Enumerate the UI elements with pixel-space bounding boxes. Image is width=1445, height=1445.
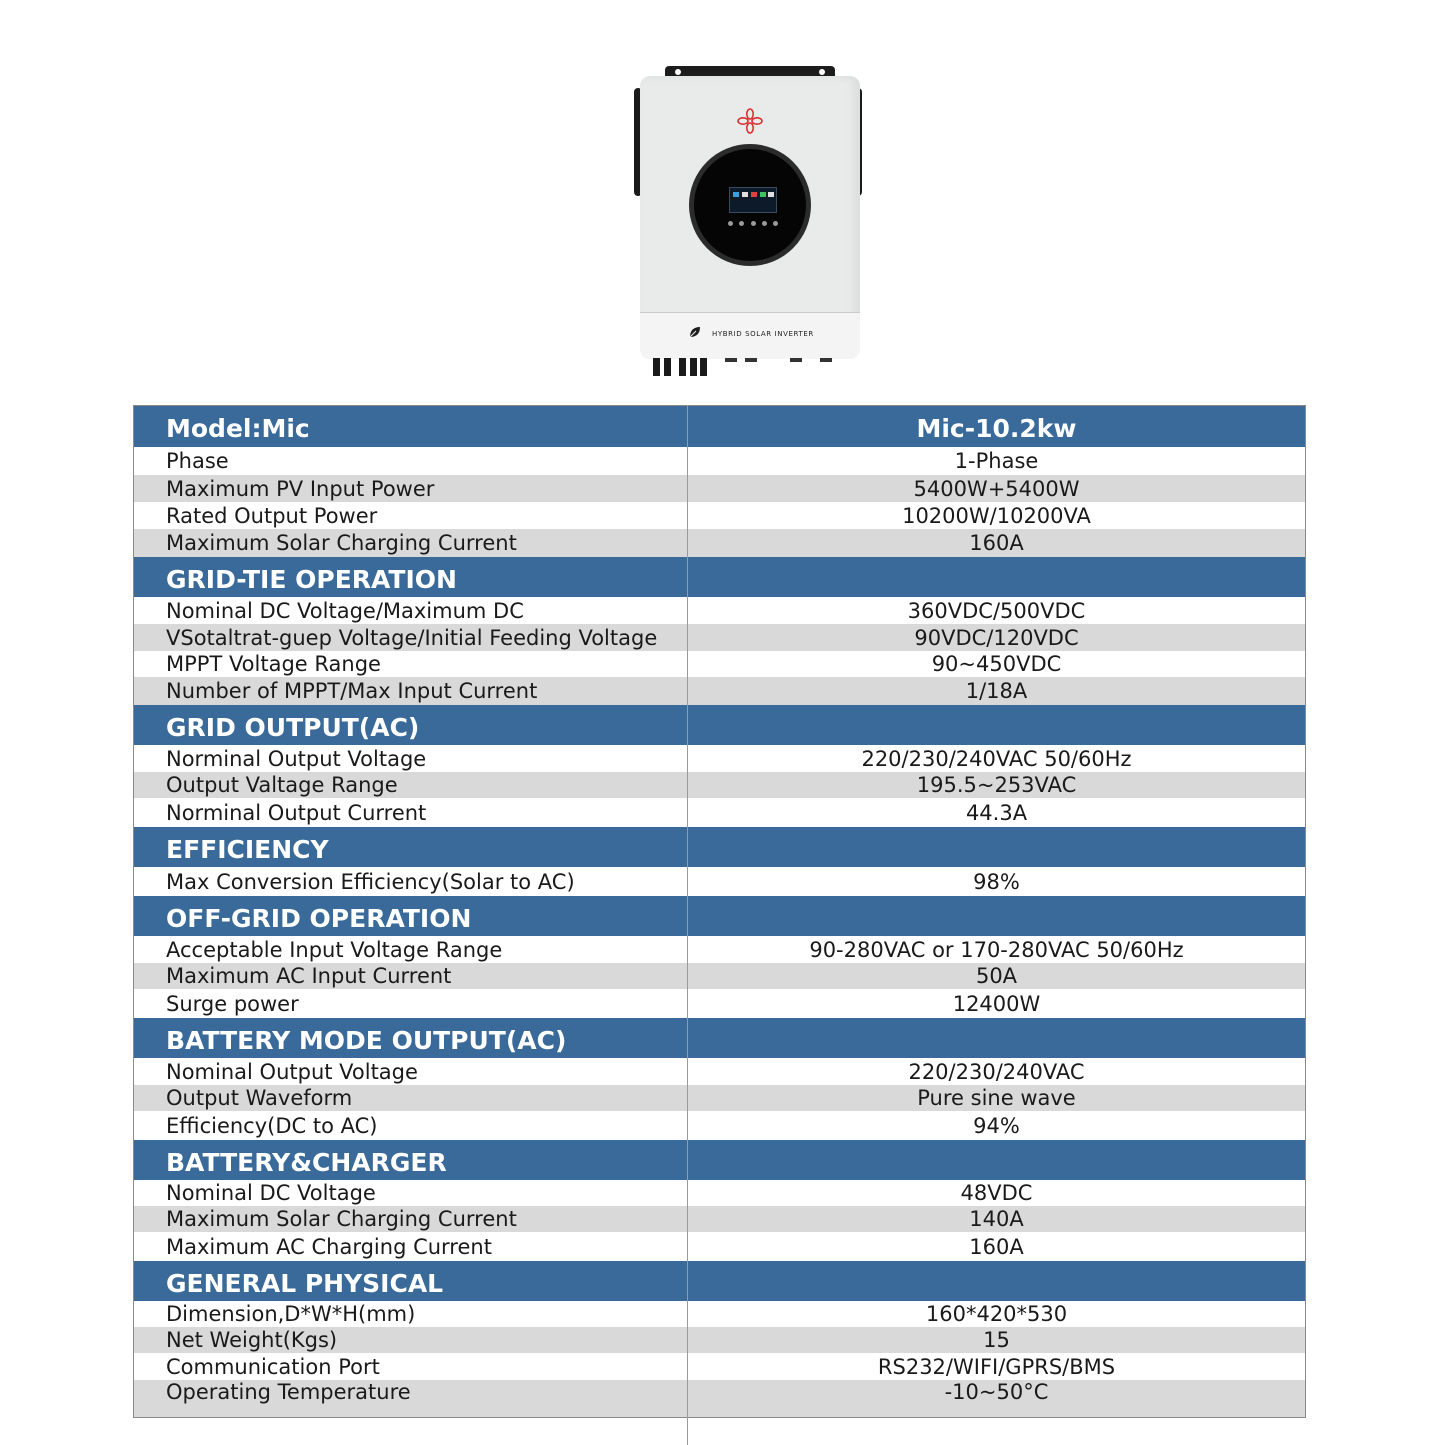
row-value: 94% — [973, 1113, 1020, 1138]
row-value: 220/230/240VAC 50/60Hz — [861, 746, 1132, 771]
row-value: 1/18A — [965, 679, 1028, 703]
lcd-screen — [729, 187, 777, 213]
row-label: Nominal DC Voltage — [166, 1181, 376, 1205]
row-value: 360VDC/500VDC — [907, 598, 1086, 623]
section-header — [134, 1018, 1305, 1058]
row-value: 90VDC/120VDC — [914, 625, 1079, 650]
row-label: Nominal DC Voltage/Maximum DC — [166, 598, 524, 623]
inverter-body — [640, 76, 860, 358]
row-value: 90-280VAC or 170-280VAC 50/60Hz — [809, 937, 1184, 962]
row-value: 5400W+5400W — [913, 476, 1080, 501]
row-label: VSotaltrat-guep Voltage/Initial Feeding Voltage — [166, 625, 658, 650]
row-label: Rated Output Power — [166, 503, 378, 528]
section-header — [134, 1140, 1305, 1180]
table-row — [134, 1206, 1305, 1232]
row-value: 98% — [973, 869, 1020, 894]
section-header — [134, 827, 1305, 867]
row-value: 10200W/10200VA — [902, 503, 1091, 528]
row-label: Maximum Solar Charging Current — [166, 531, 517, 555]
row-value: Pure sine wave — [917, 1086, 1076, 1110]
table-row — [134, 529, 1305, 557]
table-row — [134, 936, 1305, 963]
row-value: 15 — [983, 1328, 1010, 1352]
section-header — [134, 1261, 1305, 1301]
column-divider — [687, 405, 688, 1445]
row-label: Output Valtage Range — [166, 773, 398, 797]
table-row — [134, 745, 1305, 772]
table-row — [134, 798, 1305, 827]
button-icon — [762, 221, 767, 226]
table-row — [134, 597, 1305, 624]
row-value: 44.3A — [965, 800, 1028, 825]
row-label: Norminal Output Current — [166, 800, 427, 825]
row-label: Surge power — [166, 991, 299, 1016]
row-value: 12400W — [952, 991, 1041, 1016]
table-row — [134, 963, 1305, 989]
table-row — [134, 677, 1305, 705]
table-row — [134, 1380, 1305, 1417]
table-row — [134, 1085, 1305, 1111]
section-title: EFFICIENCY — [166, 834, 329, 864]
table-row — [134, 1058, 1305, 1085]
section-title: GRID-TIE OPERATION — [166, 564, 457, 594]
table-row — [134, 867, 1305, 896]
row-label: Norminal Output Voltage — [166, 746, 427, 771]
section-header — [134, 896, 1305, 936]
table-row — [134, 447, 1305, 475]
table-row — [134, 1353, 1305, 1380]
table-row — [134, 1301, 1305, 1327]
table-row — [134, 989, 1305, 1018]
button-icon — [751, 221, 756, 226]
table-row — [134, 624, 1305, 651]
row-value: 160*420*530 — [925, 1302, 1068, 1326]
row-value: 195.5~253VAC — [916, 773, 1077, 797]
section-header — [134, 557, 1305, 597]
row-label: Efficiency(DC to AC) — [166, 1113, 378, 1138]
control-buttons — [728, 221, 778, 227]
row-value: 160A — [969, 531, 1024, 555]
row-label: Maximum AC Input Current — [166, 964, 452, 988]
row-label: Output Waveform — [166, 1086, 353, 1110]
spec-table — [133, 405, 1306, 1418]
model-header-row — [134, 406, 1305, 447]
row-label: Max Conversion Efficiency(Solar to AC) — [166, 869, 575, 894]
section-title: BATTERY&CHARGER — [166, 1147, 447, 1177]
section-title: OFF-GRID OPERATION — [166, 903, 472, 933]
product-image — [630, 62, 870, 387]
row-label: MPPT Voltage Range — [166, 652, 381, 676]
bottom-terminals — [650, 358, 850, 382]
row-value: 90~450VDC — [931, 652, 1062, 676]
table-row — [134, 651, 1305, 677]
row-value: 48VDC — [960, 1181, 1033, 1205]
display-ring — [689, 144, 811, 266]
product-brand-text: HYBRID SOLAR INVERTER — [712, 330, 814, 338]
leaf-icon — [688, 325, 702, 339]
row-label: Maximum AC Charging Current — [166, 1234, 492, 1259]
section-header — [134, 705, 1305, 745]
table-row — [134, 1327, 1305, 1353]
row-label: Nominal Output Voltage — [166, 1059, 418, 1084]
row-label: Acceptable Input Voltage Range — [166, 937, 503, 962]
row-value: 1-Phase — [954, 449, 1039, 473]
row-value: 220/230/240VAC — [908, 1059, 1085, 1084]
table-row — [134, 1180, 1305, 1206]
button-icon — [773, 221, 778, 226]
table-row — [134, 1111, 1305, 1140]
row-value: 140A — [969, 1207, 1024, 1231]
row-value: -10~50°C — [944, 1380, 1049, 1404]
row-label: Operating Temperature — [166, 1380, 411, 1404]
brand-logo-icon — [735, 106, 765, 136]
row-label: Communication Port — [166, 1354, 380, 1379]
row-label: Net Weight(Kgs) — [166, 1328, 338, 1352]
table-row — [134, 475, 1305, 502]
table-row — [134, 1232, 1305, 1261]
model-value: Mic-10.2kw — [916, 414, 1077, 443]
row-label: Dimension,D*W*H(mm) — [166, 1302, 416, 1326]
row-label: Phase — [166, 449, 229, 473]
section-title: BATTERY MODE OUTPUT(AC) — [166, 1025, 567, 1055]
row-label: Maximum PV Input Power — [166, 476, 435, 501]
button-icon — [728, 221, 733, 226]
row-label: Maximum Solar Charging Current — [166, 1207, 517, 1231]
table-row — [134, 502, 1305, 529]
section-title: GRID OUTPUT(AC) — [166, 712, 420, 742]
model-label: Model:Mic — [166, 414, 310, 443]
display-panel — [694, 149, 806, 261]
row-value: RS232/WIFI/GPRS/BMS — [877, 1354, 1116, 1379]
row-label: Number of MPPT/Max Input Current — [166, 679, 538, 703]
button-icon — [739, 221, 744, 226]
row-value: 160A — [969, 1234, 1024, 1259]
row-value: 50A — [975, 964, 1018, 988]
section-title: GENERAL PHYSICAL — [166, 1268, 444, 1298]
table-row — [134, 772, 1305, 798]
